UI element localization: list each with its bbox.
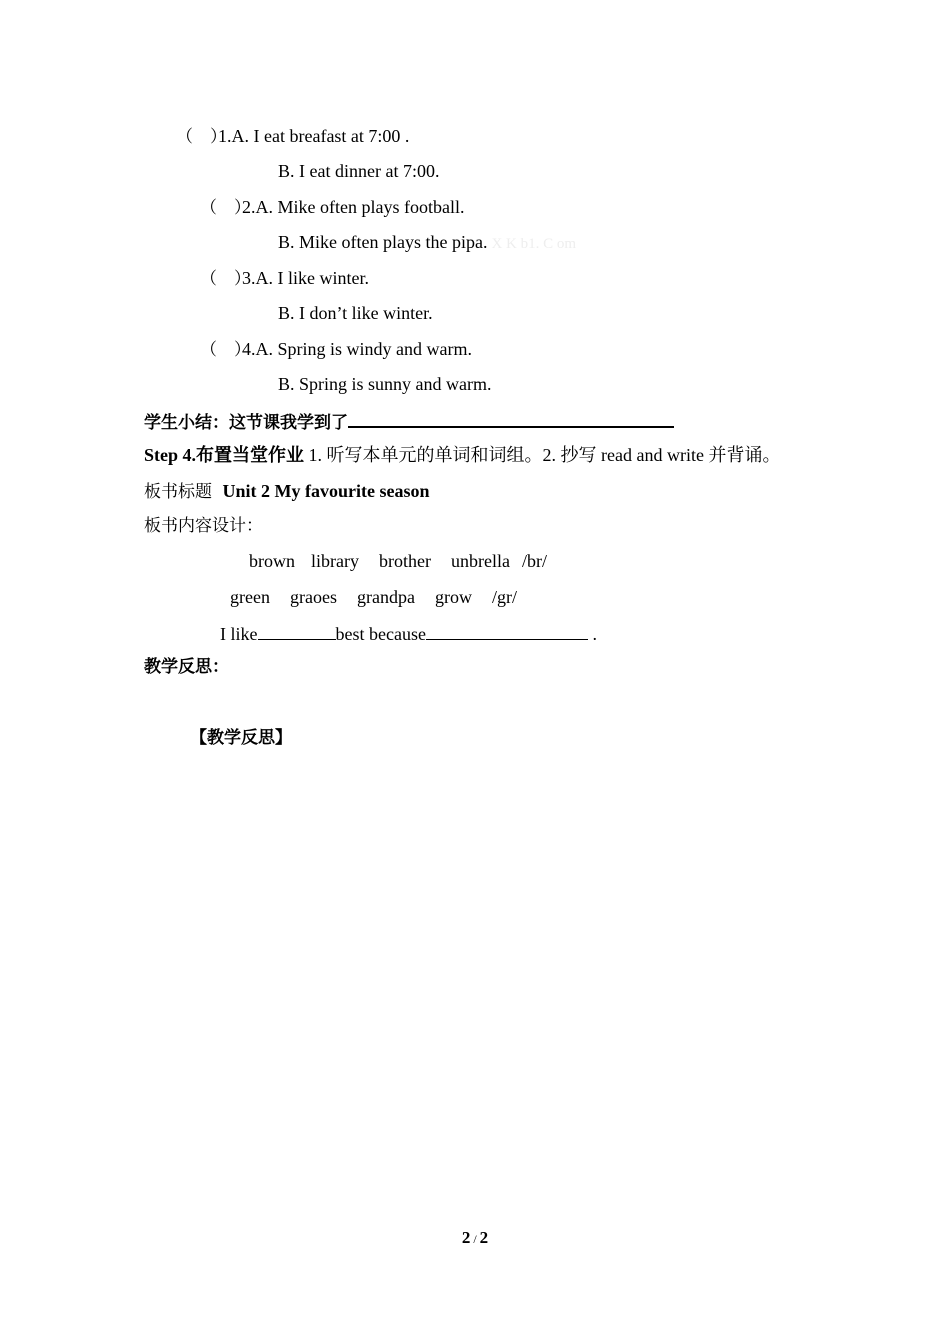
exercise-3-option-b: B. I don’t like winter.	[278, 303, 433, 323]
page-separator: /	[473, 1232, 477, 1246]
answer-paren: （ ）	[200, 198, 251, 218]
exercise-option-b: B. Mike often plays the pipa.	[278, 232, 488, 252]
blank-season	[258, 621, 336, 640]
exercise-2-option-b-line	[278, 231, 576, 255]
exercise-1-question	[176, 125, 409, 148]
answer-paren: （ ）	[200, 340, 251, 360]
exercise-option-a: 4.A. Spring is windy and warm.	[242, 339, 472, 359]
board-title-label: 板书标题	[144, 482, 212, 502]
student-summary	[144, 408, 674, 434]
page-current: 2	[461, 1228, 471, 1247]
blank-reason	[426, 621, 588, 640]
word: library	[311, 551, 359, 571]
step-4	[144, 444, 780, 466]
exercise-1-option-b: B. I eat dinner at 7:00.	[278, 161, 440, 181]
board-sentence	[220, 621, 597, 645]
exercise-4-option-b: B. Spring is sunny and warm.	[278, 374, 492, 394]
word: grow	[434, 587, 472, 607]
board-content-label: 板书内容设计：	[144, 516, 263, 536]
sentence-end: .	[587, 624, 597, 644]
word: brother	[378, 551, 431, 571]
exercise-4-question	[200, 338, 472, 361]
reflection-label: 教学反思：	[144, 657, 229, 677]
board-title-value: Unit 2 My favourite season	[222, 481, 430, 501]
sentence-start: I like	[220, 624, 258, 644]
page-number	[0, 1228, 950, 1248]
step-4-text: 1. 听写本单元的单词和词组。2. 抄写 read and write 并背诵。	[304, 445, 781, 465]
reflection-bracket-label: 【教学反思】	[190, 728, 292, 748]
step-4-label: Step 4.布置当堂作业	[144, 445, 305, 465]
answer-paren: （ ）	[200, 269, 251, 289]
phonics-sound: /br/	[521, 551, 547, 571]
word: unbrella	[450, 551, 510, 571]
board-row-br	[249, 550, 547, 572]
watermark-text: X K b1. C om	[491, 236, 577, 252]
exercise-option-a: 2.A. Mike often plays football.	[242, 197, 465, 217]
word: grandpa	[356, 587, 415, 607]
word: graoes	[289, 587, 337, 607]
board-row-gr	[230, 586, 517, 608]
exercise-3-question	[200, 267, 369, 290]
summary-blank	[348, 408, 674, 428]
exercise-option-a: 1.A. I eat breafast at 7:00 .	[218, 126, 410, 146]
page-total: 2	[479, 1228, 489, 1247]
summary-label: 学生小结：这节课我学到了	[144, 413, 348, 433]
exercise-option-a: 3.A. I like winter.	[242, 268, 369, 288]
answer-paren: （ ）	[176, 127, 227, 147]
exercise-2-question	[200, 196, 464, 219]
sentence-mid: best because	[335, 624, 426, 644]
word: brown	[249, 551, 295, 571]
board-title	[144, 480, 429, 503]
phonics-sound: /gr/	[491, 587, 517, 607]
word: green	[230, 587, 270, 607]
